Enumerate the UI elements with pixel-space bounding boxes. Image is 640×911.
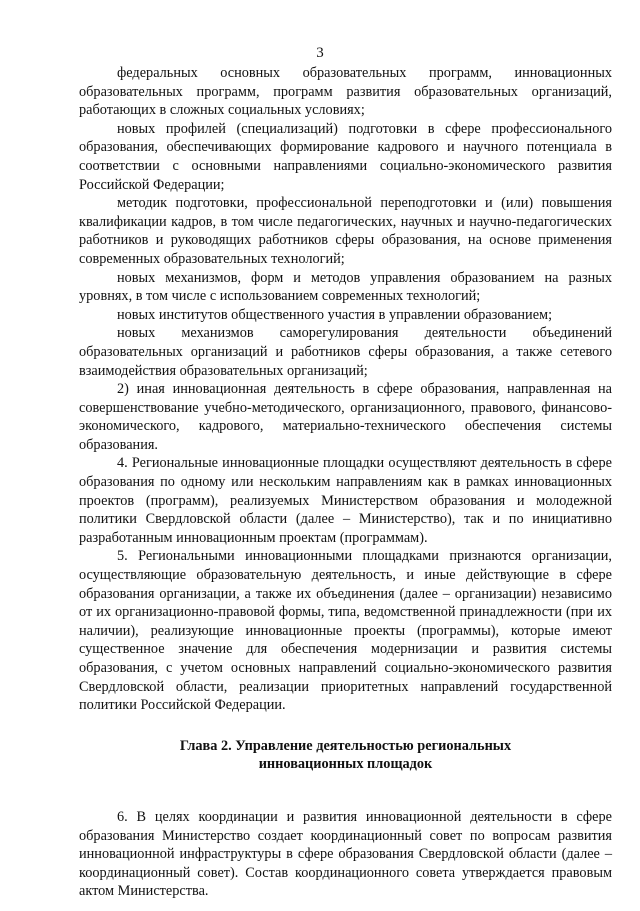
paragraph: федеральных основных образовательных программ, инновационных образовательных программ, программ развития образовательных организаций, работающих в сложных социальных условиях; [79,65,612,119]
paragraph: 4. Региональные инновационные площадки осуществляют деятельность в сфере образования по одному или нескольким направлениям как в рамках инновационных проектов (программ), реализуемых Министерством образования и молодежной политики Свердловской области (далее – Министерство), так и по инициативно разработанным инновационным проектам (программам). [79,455,612,546]
chapter-heading-line-2: инновационных площадок [258,756,433,773]
document-body [79,64,612,901]
chapter-heading-line-1: Глава 2. Управление деятельностью региональных [179,737,512,754]
paragraph: 6. В целях координации и развития инновационной деятельности в сфере образования Министерство создает координационный совет по вопросам развития инновационной инфраструктуры в сфере образования Свердловской области (далее – координационный совет). Состав координационного совета утверждается правовым актом Министерства. [79,808,612,900]
paragraph: 2) иная инновационная деятельность в сфере образования, направленная на совершенствование учебно-методического, организационного, правового, финансово-экономического, кадрового, материально-технического обеспечения системы образования. [79,381,612,453]
page-number: 3 [316,45,324,61]
chapter-heading [79,737,612,774]
paragraph: новых институтов общественного участия в управлении образованием; [117,306,553,323]
paragraph: 5. Региональными инновационными площадками признаются организации, осуществляющие образовательную деятельность, и иные действующие в сфере образования организации, а также их объединения (далее – организации) независимо от их организационно-правовой формы, типа, ведомственной принадлежности (при их наличии), реализующие инновационные проекты (программы), которые имеют существенное значение для обеспечения модернизации и развития системы образования, с учетом основных направлений социально-экономического развития Свердловской области, реализации приоритетных направлений государственной политики Российской Федерации. [79,548,612,714]
paragraph: новых механизмов саморегулирования деятельности объединений образовательных организаций и работников сферы образования, а также сетевого взаимодействия образовательных организаций; [79,325,612,379]
paragraph: новых профилей (специализаций) подготовки в сфере профессионального образования, обеспечивающих формирование кадрового и научного потенциала в соответствии с основными направлениями социально-экономического развития Российской Федерации; [79,120,612,193]
paragraph: методик подготовки, профессиональной переподготовки и (или) повышения квалификации кадров, в том числе педагогических, научных и научно-педагогических работников и руководящих работников сферы образования, на основе применения современных образовательных технологий; [79,195,612,267]
paragraph: новых механизмов, форм и методов управления образованием на разных уровнях, в том числе с использованием современных технологий; [79,269,612,305]
